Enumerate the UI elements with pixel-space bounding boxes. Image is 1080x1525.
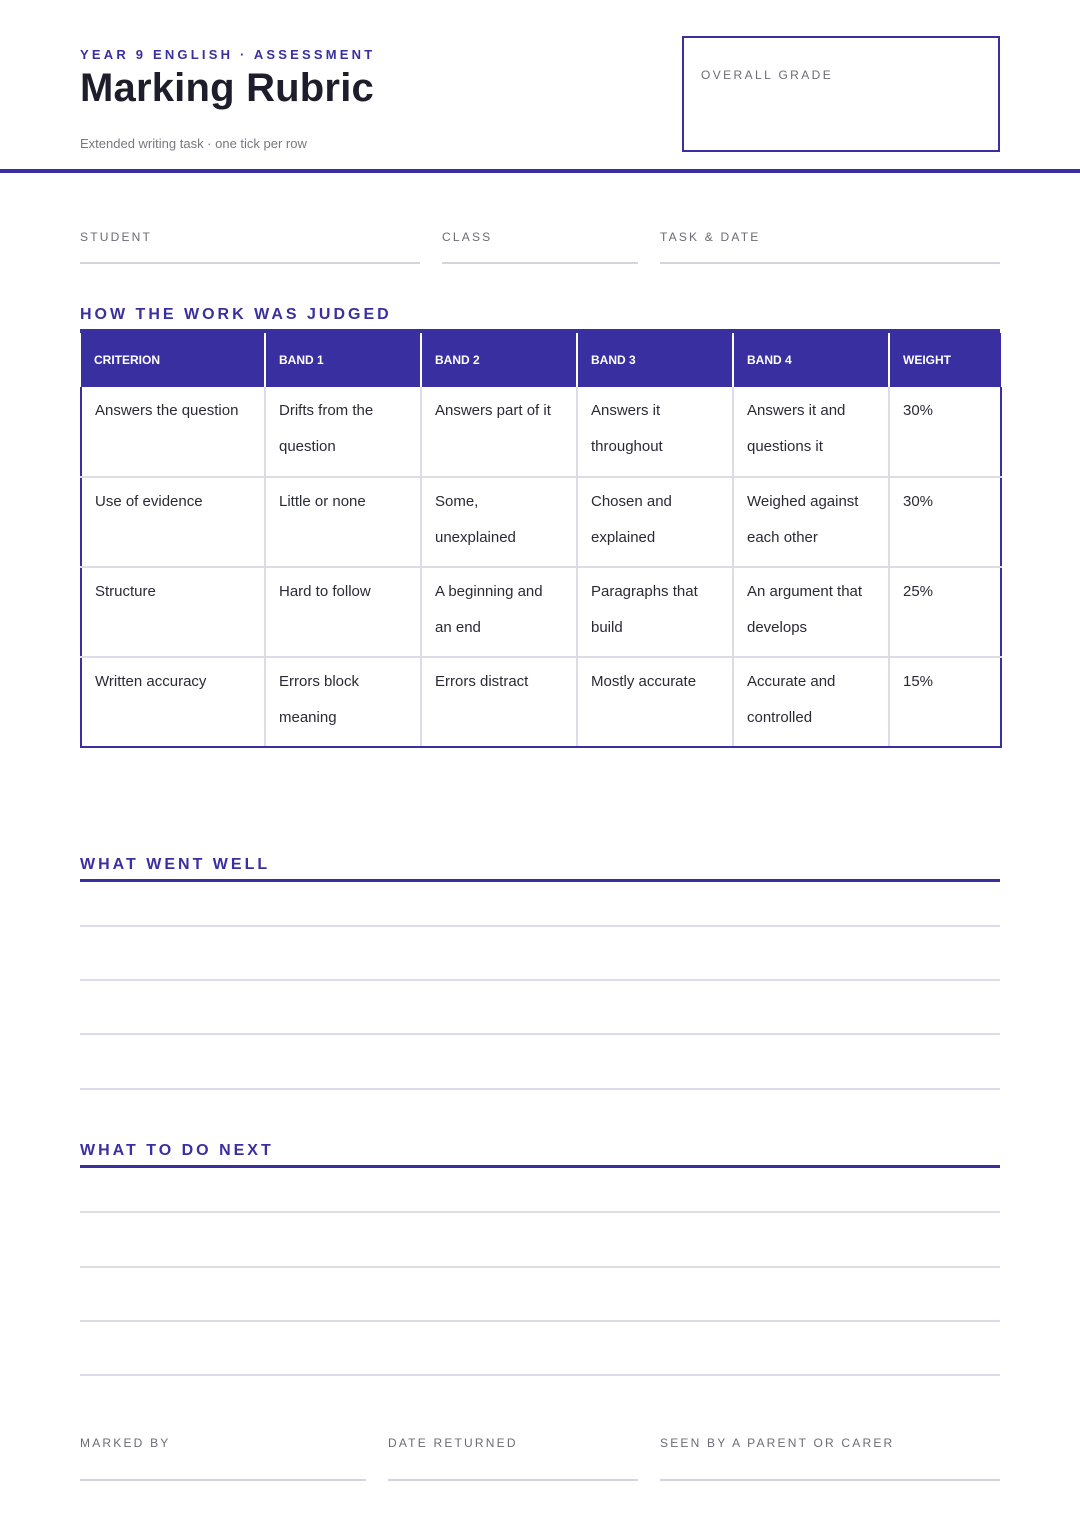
seen-by-label: SEEN BY A PARENT OR CARER [660, 1436, 895, 1450]
marked-by-label: MARKED BY [80, 1436, 171, 1450]
band-cell[interactable]: Weighed against each other [733, 477, 889, 567]
went-well-line[interactable] [80, 979, 1000, 981]
next-steps-line[interactable] [80, 1266, 1000, 1268]
next-steps-rule [80, 1165, 1000, 1168]
table-row [81, 657, 1001, 747]
band-cell[interactable]: Some, unexplained [421, 477, 577, 567]
next-steps-line[interactable] [80, 1374, 1000, 1376]
class-field[interactable] [442, 262, 638, 264]
band-cell[interactable]: Drifts from the question [265, 387, 421, 477]
weight-cell: 15% [889, 657, 1001, 747]
header-weight: WEIGHT [889, 333, 1001, 387]
overall-grade-label: OVERALL GRADE [701, 68, 834, 82]
band-cell[interactable]: Errors block meaning [265, 657, 421, 747]
weight-cell: 25% [889, 567, 1001, 657]
header-divider [0, 169, 1080, 173]
criterion-cell: Answers the question [81, 387, 265, 477]
band-cell[interactable]: Mostly accurate [577, 657, 733, 747]
rubric-header-row [81, 333, 1001, 387]
student-label: STUDENT [80, 230, 153, 244]
next-steps-line[interactable] [80, 1320, 1000, 1322]
next-steps-title: WHAT TO DO NEXT [80, 1142, 274, 1159]
page-title: Marking Rubric [80, 66, 374, 110]
band-cell[interactable]: A beginning and an end [421, 567, 577, 657]
student-field[interactable] [80, 262, 420, 264]
band-cell[interactable]: Paragraphs that build [577, 567, 733, 657]
weight-cell: 30% [889, 387, 1001, 477]
header-band-1: BAND 1 [265, 333, 421, 387]
criterion-cell: Use of evidence [81, 477, 265, 567]
overall-grade-box[interactable] [682, 36, 1000, 152]
header-kicker: YEAR 9 ENGLISH · ASSESSMENT [80, 47, 376, 62]
band-cell[interactable]: Little or none [265, 477, 421, 567]
header-band-4: BAND 4 [733, 333, 889, 387]
header-criterion: CRITERION [81, 333, 265, 387]
went-well-line[interactable] [80, 1033, 1000, 1035]
task-date-field[interactable] [660, 262, 1000, 264]
band-cell[interactable]: Answers it and questions it [733, 387, 889, 477]
band-cell[interactable]: Accurate and controlled [733, 657, 889, 747]
criterion-cell: Structure [81, 567, 265, 657]
went-well-title: WHAT WENT WELL [80, 856, 271, 873]
date-returned-field[interactable] [388, 1479, 638, 1481]
rubric-section-title: HOW THE WORK WAS JUDGED [80, 306, 392, 323]
band-cell[interactable]: Errors distract [421, 657, 577, 747]
band-cell[interactable]: Chosen and explained [577, 477, 733, 567]
marked-by-field[interactable] [80, 1479, 366, 1481]
criterion-cell: Written accuracy [81, 657, 265, 747]
header-band-3: BAND 3 [577, 333, 733, 387]
page-subtitle: Extended writing task · one tick per row [80, 136, 307, 151]
band-cell[interactable]: Hard to follow [265, 567, 421, 657]
band-cell[interactable]: Answers part of it [421, 387, 577, 477]
task-date-label: TASK & DATE [660, 230, 761, 244]
next-steps-line[interactable] [80, 1211, 1000, 1213]
weight-cell: 30% [889, 477, 1001, 567]
header-band-2: BAND 2 [421, 333, 577, 387]
table-row [81, 477, 1001, 567]
class-label: CLASS [442, 230, 493, 244]
band-cell[interactable]: An argument that develops [733, 567, 889, 657]
date-returned-label: DATE RETURNED [388, 1436, 518, 1450]
band-cell[interactable]: Answers it throughout [577, 387, 733, 477]
rubric-table [80, 333, 1002, 748]
went-well-line[interactable] [80, 925, 1000, 927]
went-well-line[interactable] [80, 1088, 1000, 1090]
went-well-rule [80, 879, 1000, 882]
seen-by-field[interactable] [660, 1479, 1000, 1481]
table-row [81, 567, 1001, 657]
table-row [81, 387, 1001, 477]
